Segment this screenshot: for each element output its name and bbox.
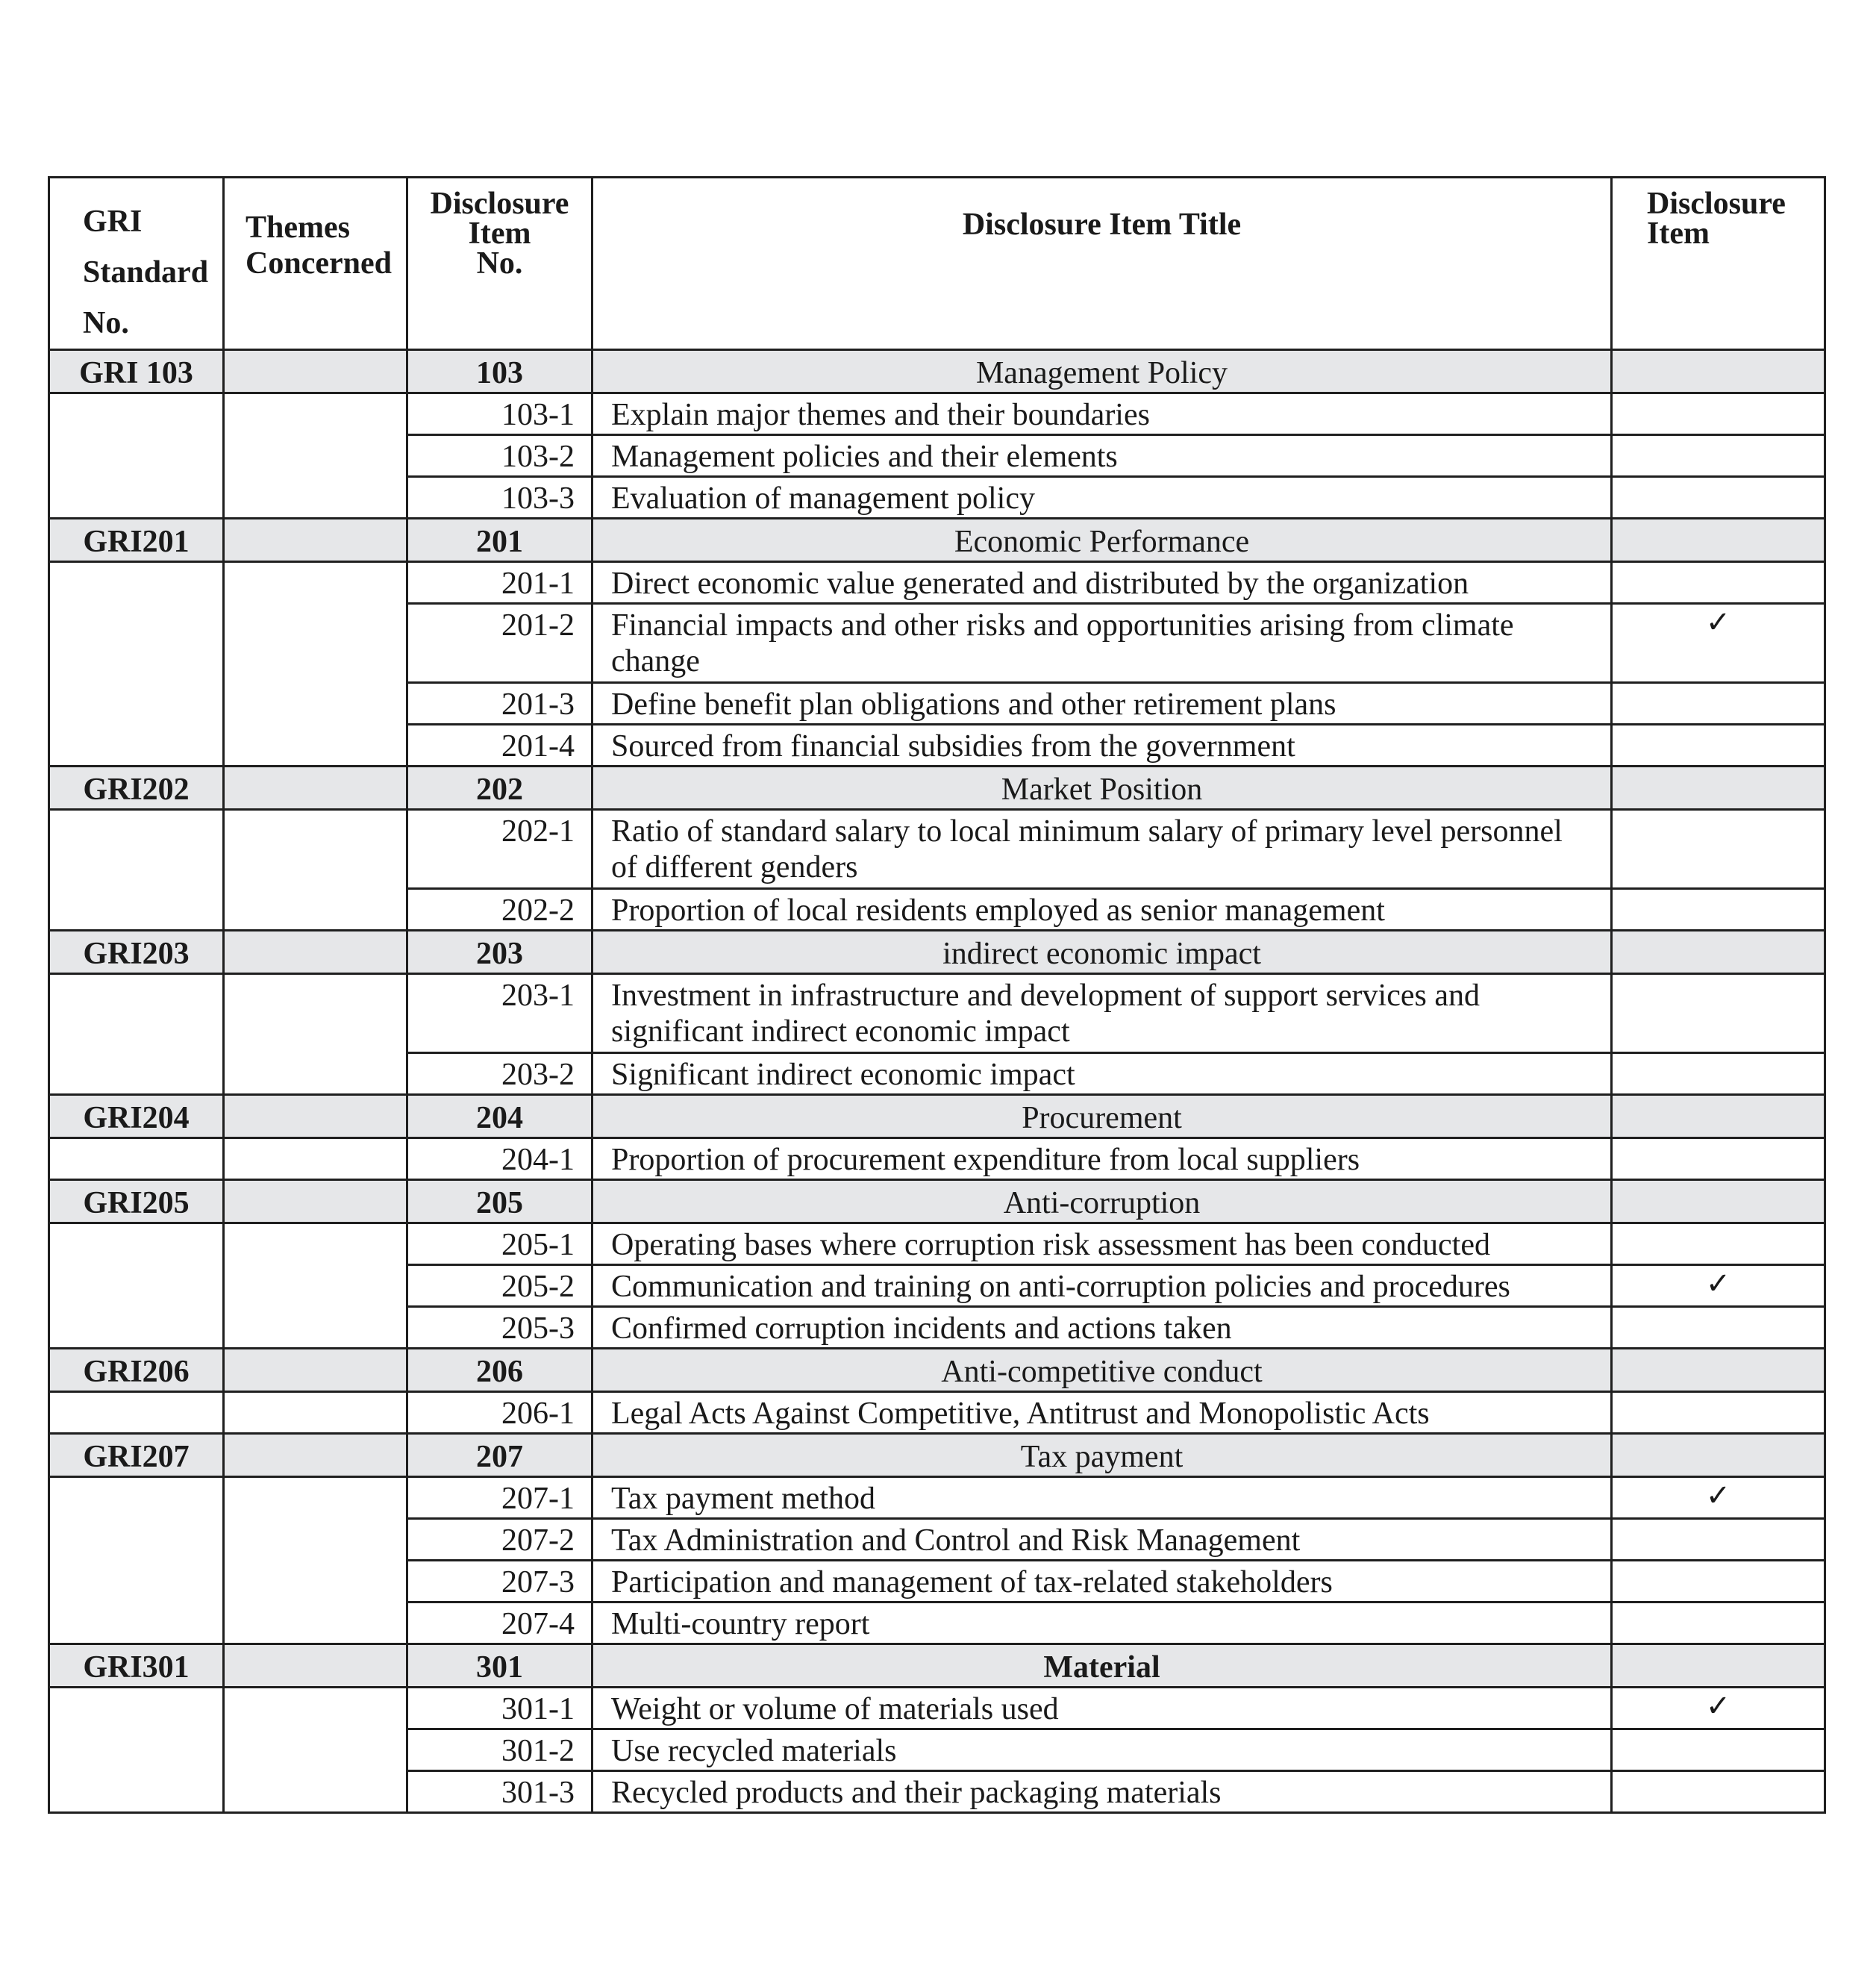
item-disclosure-no: 201-3 bbox=[407, 683, 592, 725]
header-disclosure-item: Disclosure Item bbox=[1612, 178, 1825, 350]
group-title: Anti-competitive conduct bbox=[592, 1349, 1612, 1392]
item-title: Operating bases where corruption risk assessment has been conducted bbox=[592, 1223, 1612, 1265]
group-disclosure-no: 205 bbox=[407, 1180, 592, 1223]
group-disclosure-no: 103 bbox=[407, 350, 592, 393]
table-body bbox=[49, 350, 1825, 1813]
group-theme-cell bbox=[224, 1095, 407, 1138]
disclosure-check-cell bbox=[1612, 477, 1825, 519]
item-standard-cell bbox=[49, 810, 224, 931]
header-themes-concerned: Themes Concerned bbox=[224, 178, 407, 350]
item-standard-cell bbox=[49, 562, 224, 767]
item-disclosure-no: 201-4 bbox=[407, 725, 592, 767]
group-theme-cell bbox=[224, 350, 407, 393]
item-disclosure-no: 201-2 bbox=[407, 604, 592, 683]
item-disclosure-no: 202-2 bbox=[407, 889, 592, 931]
disclosure-check-cell bbox=[1612, 725, 1825, 767]
item-title: Explain major themes and their boundaries bbox=[592, 393, 1612, 435]
group-row bbox=[49, 350, 1825, 393]
group-disclosure-cell bbox=[1612, 519, 1825, 562]
item-disclosure-no: 206-1 bbox=[407, 1392, 592, 1434]
table-row bbox=[49, 974, 1825, 1053]
item-title: Proportion of local residents employed as senior management bbox=[592, 889, 1612, 931]
item-title: Communication and training on anti-corruption policies and procedures bbox=[592, 1265, 1612, 1307]
group-disclosure-no: 204 bbox=[407, 1095, 592, 1138]
item-standard-cell bbox=[49, 1477, 224, 1644]
group-row bbox=[49, 1095, 1825, 1138]
item-disclosure-no: 207-4 bbox=[407, 1602, 592, 1644]
item-disclosure-no: 207-1 bbox=[407, 1477, 592, 1519]
group-disclosure-cell bbox=[1612, 1644, 1825, 1688]
disclosure-check-cell bbox=[1612, 435, 1825, 477]
item-disclosure-no: 207-2 bbox=[407, 1519, 592, 1561]
item-title: Multi-country report bbox=[592, 1602, 1612, 1644]
disclosure-check-cell bbox=[1612, 1688, 1825, 1729]
group-title: Procurement bbox=[592, 1095, 1612, 1138]
group-disclosure-cell bbox=[1612, 350, 1825, 393]
item-disclosure-no: 301-3 bbox=[407, 1771, 592, 1813]
group-disclosure-cell bbox=[1612, 1095, 1825, 1138]
item-standard-cell bbox=[49, 393, 224, 519]
gri-index-table bbox=[48, 176, 1826, 1814]
group-theme-cell bbox=[224, 1349, 407, 1392]
group-standard-no: GRI202 bbox=[49, 767, 224, 810]
group-disclosure-no: 201 bbox=[407, 519, 592, 562]
item-title: Management policies and their elements bbox=[592, 435, 1612, 477]
item-title: Confirmed corruption incidents and actions taken bbox=[592, 1307, 1612, 1349]
group-title: Economic Performance bbox=[592, 519, 1612, 562]
item-theme-cell bbox=[224, 1138, 407, 1180]
disclosure-check-cell bbox=[1612, 1392, 1825, 1434]
group-disclosure-cell bbox=[1612, 1180, 1825, 1223]
item-disclosure-no: 301-2 bbox=[407, 1729, 592, 1771]
item-standard-cell bbox=[49, 1223, 224, 1349]
disclosure-check-cell bbox=[1612, 1771, 1825, 1813]
item-title: Direct economic value generated and distributed by the organization bbox=[592, 562, 1612, 604]
group-standard-no: GRI203 bbox=[49, 931, 224, 974]
table-row bbox=[49, 810, 1825, 889]
group-disclosure-no: 207 bbox=[407, 1434, 592, 1477]
item-disclosure-no: 205-3 bbox=[407, 1307, 592, 1349]
group-standard-no: GRI301 bbox=[49, 1644, 224, 1688]
disclosure-check-cell bbox=[1612, 810, 1825, 889]
item-disclosure-no: 205-2 bbox=[407, 1265, 592, 1307]
group-title: Management Policy bbox=[592, 350, 1612, 393]
group-standard-no: GRI206 bbox=[49, 1349, 224, 1392]
item-disclosure-no: 103-2 bbox=[407, 435, 592, 477]
group-disclosure-cell bbox=[1612, 1434, 1825, 1477]
disclosure-check-cell bbox=[1612, 562, 1825, 604]
header-disclosure-item-title: Disclosure Item Title bbox=[592, 178, 1612, 350]
item-disclosure-no: 203-2 bbox=[407, 1053, 592, 1095]
disclosure-check-cell bbox=[1612, 1223, 1825, 1265]
item-standard-cell bbox=[49, 1138, 224, 1180]
item-theme-cell bbox=[224, 1392, 407, 1434]
disclosure-check-cell bbox=[1612, 1265, 1825, 1307]
table-row bbox=[49, 1477, 1825, 1519]
group-row bbox=[49, 1349, 1825, 1392]
item-theme-cell bbox=[224, 562, 407, 767]
item-theme-cell bbox=[224, 1223, 407, 1349]
group-disclosure-cell bbox=[1612, 1349, 1825, 1392]
group-title: Tax payment bbox=[592, 1434, 1612, 1477]
disclosure-check-cell bbox=[1612, 1561, 1825, 1602]
group-theme-cell bbox=[224, 767, 407, 810]
group-theme-cell bbox=[224, 931, 407, 974]
group-row bbox=[49, 931, 1825, 974]
group-standard-no: GRI207 bbox=[49, 1434, 224, 1477]
item-title: Tax Administration and Control and Risk Management bbox=[592, 1519, 1612, 1561]
check-mark-icon: ✓ bbox=[1705, 605, 1731, 640]
item-standard-cell bbox=[49, 1688, 224, 1813]
item-disclosure-no: 201-1 bbox=[407, 562, 592, 604]
group-theme-cell bbox=[224, 1644, 407, 1688]
item-disclosure-no: 205-1 bbox=[407, 1223, 592, 1265]
header-row bbox=[49, 178, 1825, 350]
group-row bbox=[49, 1180, 1825, 1223]
item-standard-cell bbox=[49, 1392, 224, 1434]
item-title: Investment in infrastructure and development of support services and significant indirect economic impact bbox=[592, 974, 1612, 1053]
item-title: Tax payment method bbox=[592, 1477, 1612, 1519]
item-theme-cell bbox=[224, 393, 407, 519]
group-title: Material bbox=[592, 1644, 1612, 1688]
item-disclosure-no: 203-1 bbox=[407, 974, 592, 1053]
disclosure-check-cell bbox=[1612, 974, 1825, 1053]
check-mark-icon: ✓ bbox=[1705, 1479, 1731, 1513]
item-title: Sourced from financial subsidies from the government bbox=[592, 725, 1612, 767]
group-theme-cell bbox=[224, 1434, 407, 1477]
check-mark-icon: ✓ bbox=[1705, 1267, 1731, 1301]
item-title: Financial impacts and other risks and opportunities arising from climate change bbox=[592, 604, 1612, 683]
item-title: Use recycled materials bbox=[592, 1729, 1612, 1771]
disclosure-check-cell bbox=[1612, 1307, 1825, 1349]
disclosure-check-cell bbox=[1612, 1053, 1825, 1095]
item-disclosure-no: 103-1 bbox=[407, 393, 592, 435]
disclosure-check-cell bbox=[1612, 889, 1825, 931]
item-title: Weight or volume of materials used bbox=[592, 1688, 1612, 1729]
item-theme-cell bbox=[224, 1477, 407, 1644]
item-title: Participation and management of tax-related stakeholders bbox=[592, 1561, 1612, 1602]
group-row bbox=[49, 1644, 1825, 1688]
item-theme-cell bbox=[224, 1688, 407, 1813]
group-theme-cell bbox=[224, 1180, 407, 1223]
group-row bbox=[49, 767, 1825, 810]
disclosure-check-cell bbox=[1612, 393, 1825, 435]
table-row bbox=[49, 1688, 1825, 1729]
group-disclosure-no: 202 bbox=[407, 767, 592, 810]
item-title: Significant indirect economic impact bbox=[592, 1053, 1612, 1095]
group-title: indirect economic impact bbox=[592, 931, 1612, 974]
table-row bbox=[49, 562, 1825, 604]
header-disclosure-item-no: Disclosure Item No. bbox=[407, 178, 592, 350]
item-disclosure-no: 202-1 bbox=[407, 810, 592, 889]
table-row bbox=[49, 1392, 1825, 1434]
group-standard-no: GRI205 bbox=[49, 1180, 224, 1223]
item-title: Recycled products and their packaging materials bbox=[592, 1771, 1612, 1813]
disclosure-check-cell bbox=[1612, 1602, 1825, 1644]
item-title: Proportion of procurement expenditure from local suppliers bbox=[592, 1138, 1612, 1180]
group-standard-no: GRI204 bbox=[49, 1095, 224, 1138]
disclosure-check-cell bbox=[1612, 1477, 1825, 1519]
header-gri-standard-no: GRI Standard No. bbox=[49, 178, 224, 350]
item-standard-cell bbox=[49, 974, 224, 1095]
disclosure-check-cell bbox=[1612, 604, 1825, 683]
group-theme-cell bbox=[224, 519, 407, 562]
group-standard-no: GRI 103 bbox=[49, 350, 224, 393]
item-disclosure-no: 103-3 bbox=[407, 477, 592, 519]
group-disclosure-cell bbox=[1612, 767, 1825, 810]
table-row bbox=[49, 393, 1825, 435]
group-disclosure-no: 301 bbox=[407, 1644, 592, 1688]
disclosure-check-cell bbox=[1612, 1519, 1825, 1561]
check-mark-icon: ✓ bbox=[1705, 1689, 1731, 1723]
group-row bbox=[49, 1434, 1825, 1477]
group-disclosure-no: 203 bbox=[407, 931, 592, 974]
item-title: Legal Acts Against Competitive, Antitrust and Monopolistic Acts bbox=[592, 1392, 1612, 1434]
group-standard-no: GRI201 bbox=[49, 519, 224, 562]
item-title: Evaluation of management policy bbox=[592, 477, 1612, 519]
group-title: Market Position bbox=[592, 767, 1612, 810]
table-row bbox=[49, 1223, 1825, 1265]
disclosure-check-cell bbox=[1612, 1729, 1825, 1771]
table-row bbox=[49, 1138, 1825, 1180]
group-row bbox=[49, 519, 1825, 562]
group-disclosure-no: 206 bbox=[407, 1349, 592, 1392]
item-theme-cell bbox=[224, 974, 407, 1095]
item-title: Ratio of standard salary to local minimum salary of primary level personnel of different genders bbox=[592, 810, 1612, 889]
item-disclosure-no: 204-1 bbox=[407, 1138, 592, 1180]
item-title: Define benefit plan obligations and other retirement plans bbox=[592, 683, 1612, 725]
disclosure-check-cell bbox=[1612, 1138, 1825, 1180]
item-theme-cell bbox=[224, 810, 407, 931]
disclosure-check-cell bbox=[1612, 683, 1825, 725]
group-disclosure-cell bbox=[1612, 931, 1825, 974]
group-title: Anti-corruption bbox=[592, 1180, 1612, 1223]
item-disclosure-no: 207-3 bbox=[407, 1561, 592, 1602]
item-disclosure-no: 301-1 bbox=[407, 1688, 592, 1729]
